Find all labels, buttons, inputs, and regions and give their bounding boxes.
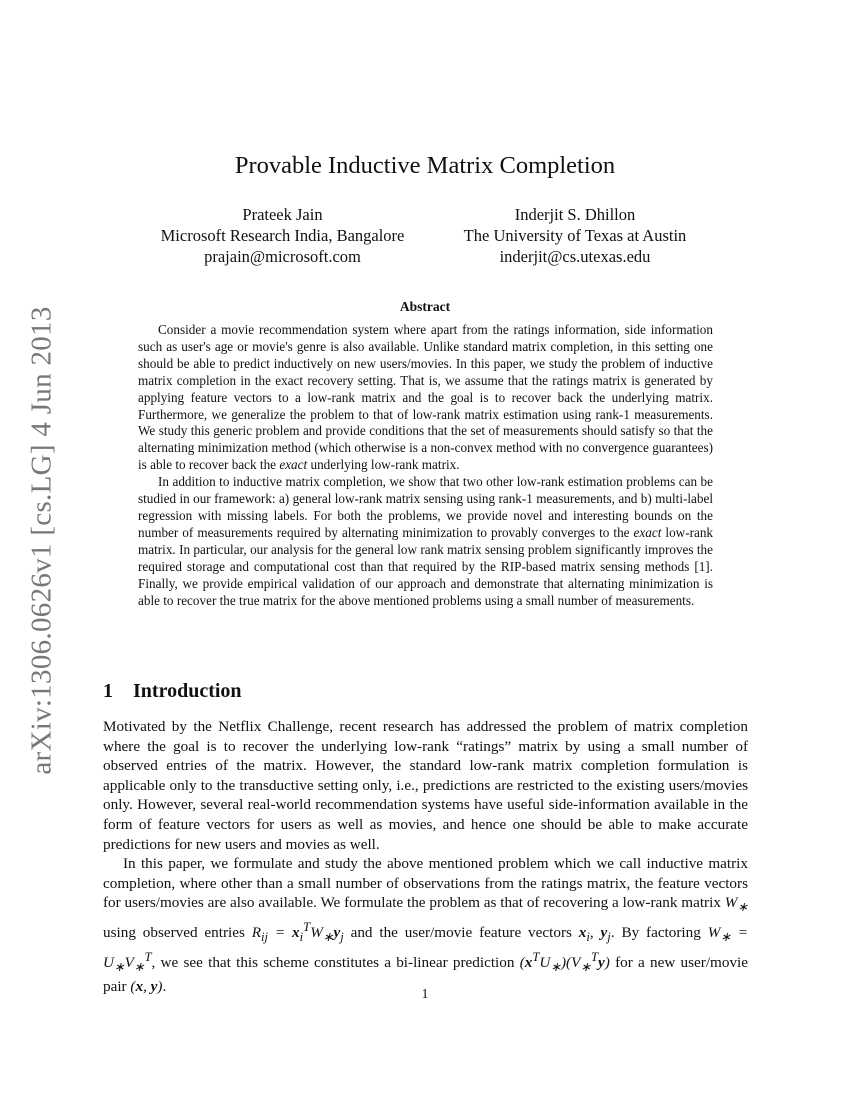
author-affiliation: The University of Texas at Austin <box>463 226 687 245</box>
intro-text: In this paper, we formulate and study the above mentioned problem which we call inductive matrix completion, where other than a small number of observations from the ratings matrix, the feature vectors for users/movies are also available. We formulate the problem as that of recovering a low-rank matrix <box>103 855 748 912</box>
abstract-body <box>138 322 713 609</box>
author-email: inderjit@cs.utexas.edu <box>499 247 651 266</box>
math-inline: $W_∗ = U_∗V_∗^T$ <box>103 924 749 974</box>
author-block-2 <box>440 204 710 267</box>
section-heading <box>103 680 242 703</box>
abstract-text: In addition to inductive matrix completion, we show that two other low-rank estimation problems can be studied in our framework: a) general low-rank matrix sensing using rank-1 measurements, and b) multi-label regression with missing labels. For both the problems, we provide novel and interesting bounds on the number of measurements required by alternating minimization to provably converges to the <box>138 474 713 540</box>
abstract-paragraph-2 <box>138 474 713 609</box>
math-inline: (x, y) <box>130 978 163 996</box>
abstract-text: Consider a movie recommendation system where apart from the ratings information, side information such as user's age or movie's genre is also available. Unlike standard matrix completion, in this setting one should be able to predict inductively on new users/movies. In this paper, we study the problem of inductive matrix completion in the exact recovery setting. That is, we assume that the ratings matrix is generated by applying feature vectors to a low-rank matrix and the goal is to recover back the underlying matrix. Furthermore, we generalize the problem to that of low-rank matrix estimation using rank-1 measurements. We study this generic problem and provide conditions that the set of measurements should satisfy so that the alternating minimization method (which otherwise is a non-convex method with no convergence guarantees) is able to recover back the <box>138 322 713 473</box>
abstract-emphasis: exact <box>633 524 662 540</box>
intro-paragraph-2: In this paper, we formulate and study the above mentioned problem which we call inductive matrix completion, where other than a small number of observations from the ratings matrix, the feature vectors for users/movies are also available. We formulate the problem as that of recovering a low-rank matrix $W_∗$ using observed entries $R_{ij} = x_i^TW_∗y_j$ and the user/movie feature vectors $x_i$, $y_j$. By factoring $W_∗ = U_∗V_∗^T$, we see that this scheme constitutes a bi-linear prediction $(x^TU_∗)(V_∗^Ty)$ for a new user/movie pair (x, y). <box>103 855 749 996</box>
page-number: 1 <box>421 987 429 1002</box>
intro-text: using observed entries <box>103 924 245 942</box>
author-email: prajain@microsoft.com <box>204 247 361 266</box>
author-name: Inderjit S. Dhillon <box>514 205 636 224</box>
section-title: Introduction <box>133 680 242 702</box>
author-affiliation: Microsoft Research India, Bangalore <box>160 226 405 245</box>
arxiv-identifier: arXiv:1306.0626v1 [cs.LG] 4 Jun 2013 <box>25 305 58 775</box>
math-symbol: W <box>724 894 738 912</box>
arxiv-sidebar-stamp <box>16 300 68 780</box>
intro-text: for a new user/movie pair <box>103 953 749 996</box>
abstract-heading: Abstract <box>399 299 451 314</box>
intro-text: By factoring <box>621 924 701 942</box>
intro-text: , we see that this scheme constitutes a bi-linear prediction <box>151 953 515 971</box>
abstract-emphasis: exact <box>279 457 308 473</box>
intro-paragraph-1: Motivated by the Netflix Challenge, recent research has addressed the problem of matrix completion where the goal is to recover the underlying low-rank “ratings” matrix by using a small number of observed entries of the matrix. However, the standard low-rank matrix completion formulation is applicable only to the transductive setting only, i.e., predictions are restricted to the existing users/movies only. However, several real-world recommendation systems have useful side-information available in the form of feature vectors for users as well as movies, and hence one should be able to make accurate predictions for new users and movies as well. <box>103 718 748 853</box>
abstract-text: underlying low-rank matrix. <box>310 457 460 473</box>
author-block-1 <box>140 204 425 267</box>
math-inline: $x_i$, $y_j$ <box>578 924 611 945</box>
math-inline: $R_{ij} = x_i^TW_∗y_j$ <box>251 919 344 945</box>
intro-text: and the user/movie feature vectors <box>350 924 572 942</box>
math-inline: $W_∗$ <box>724 894 749 915</box>
author-name: Prateek Jain <box>242 205 323 224</box>
abstract-text: low-rank matrix. In particular, our analysis for the general low rank matrix sensing problem significantly improves the required storage and computational cost than that required by the RIP-based matrix sensing methods [1]. Finally, we provide empirical validation of our approach and demonstrate that alternating minimization is able to recover the true matrix for the above mentioned problems using a small number of measurements. <box>138 524 714 608</box>
section-number: 1 <box>103 680 113 702</box>
math-inline: $(x^TU_∗)(V_∗^Ty)$ <box>519 949 610 974</box>
abstract-paragraph-1 <box>138 322 713 474</box>
paper-title: Provable Inductive Matrix Completion <box>234 152 616 179</box>
introduction-body <box>103 717 748 997</box>
